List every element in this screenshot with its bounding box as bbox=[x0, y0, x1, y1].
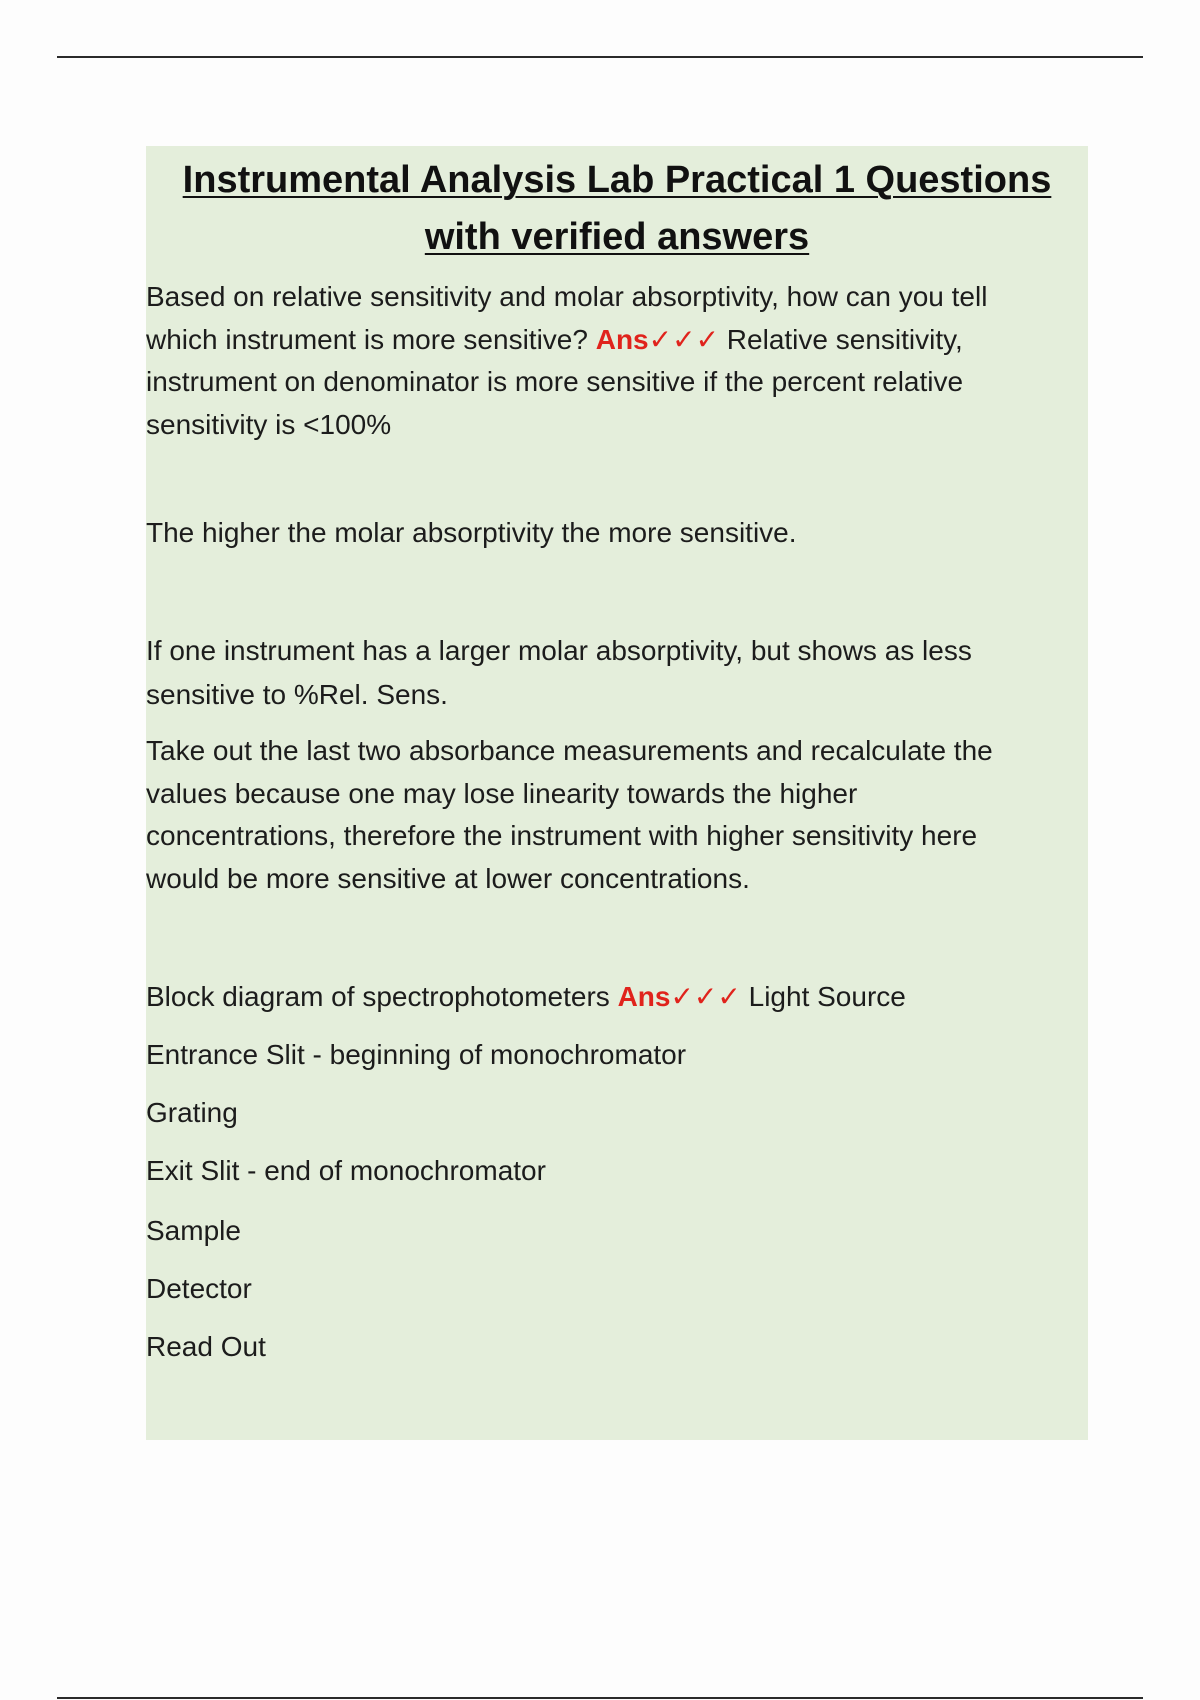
q1-line-1: Based on relative sensitivity and molar absorptivity, how can you tell bbox=[146, 281, 988, 312]
title-line-1: Instrumental Analysis Lab Practical 1 Questions bbox=[182, 159, 1052, 201]
q2-item: Entrance Slit - beginning of monochromator bbox=[146, 1039, 687, 1070]
q1-para4-line-3: concentrations, therefore the instrument with higher sensitivity here bbox=[146, 820, 978, 851]
q1-question-text: which instrument is more sensitive? bbox=[146, 323, 596, 355]
q1-paragraph-3 bbox=[146, 630, 1088, 716]
q1-para3-line-1: If one instrument has a larger molar absorptivity, but shows as less bbox=[146, 635, 972, 666]
header-rule bbox=[57, 56, 1143, 58]
answer-label: Ans bbox=[617, 981, 671, 1012]
q1-line-2 bbox=[146, 319, 1088, 362]
q1-paragraph-2: The higher the molar absorptivity the more sensitive. bbox=[146, 517, 797, 548]
q2-item: Sample bbox=[146, 1215, 241, 1246]
q1-para4-line-4: would be more sensitive at lower concentrations. bbox=[146, 862, 750, 894]
q2-answer-text: Light Source bbox=[740, 981, 906, 1012]
q1-line-4: sensitivity is <100% bbox=[146, 408, 392, 440]
q1-answer-text: Relative sensitivity, bbox=[719, 323, 963, 355]
footer-rule bbox=[57, 1697, 1143, 1699]
content-panel bbox=[146, 146, 1088, 1440]
q1-line-3: instrument on denominator is more sensitive if the percent relative bbox=[146, 366, 964, 397]
q1-para3-line-2: sensitive to %Rel. Sens. bbox=[146, 678, 448, 710]
question-1 bbox=[146, 276, 1088, 446]
q2-item: Detector bbox=[146, 1273, 252, 1304]
q1-paragraph-4 bbox=[146, 730, 1088, 900]
q1-para4-line-1: Take out the last two absorbance measurements and recalculate the bbox=[146, 735, 993, 766]
q2-item: Read Out bbox=[146, 1331, 266, 1362]
title-line-2: with verified answers bbox=[424, 216, 810, 258]
q2-item: Exit Slit - end of monochromator bbox=[146, 1155, 546, 1186]
answer-label: Ans bbox=[595, 323, 649, 355]
q2-question-text: Block diagram of spectrophotometers bbox=[146, 981, 618, 1012]
q2-item: Grating bbox=[146, 1097, 238, 1128]
checkmark-icon: ✓✓✓ bbox=[670, 981, 741, 1012]
document-title bbox=[146, 152, 1088, 266]
question-2 bbox=[146, 976, 1088, 1019]
checkmark-icon: ✓✓✓ bbox=[648, 323, 720, 355]
q1-para4-line-2: values because one may lose linearity towards the higher bbox=[146, 777, 858, 809]
